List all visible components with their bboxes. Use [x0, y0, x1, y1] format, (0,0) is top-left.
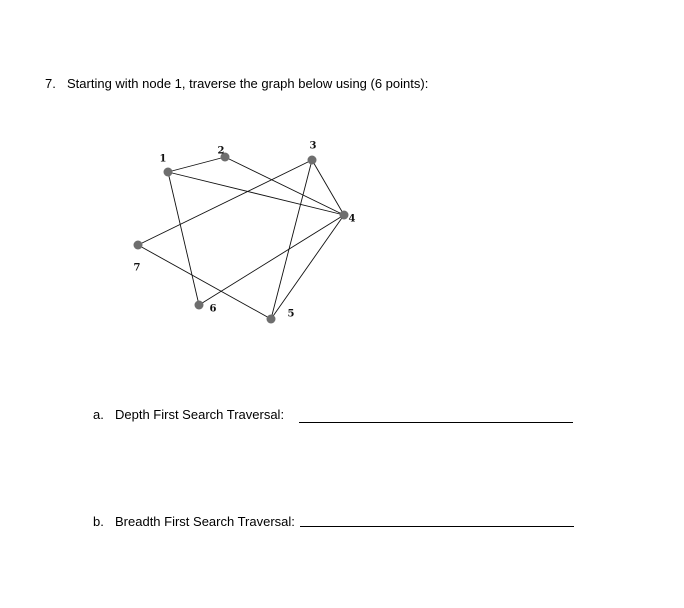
part-a-letter: a.	[93, 407, 104, 422]
edge-2-4	[225, 157, 344, 215]
node-label-6: 6	[209, 303, 217, 315]
node-4	[340, 211, 349, 220]
part-b-label: Breadth First Search Traversal:	[115, 514, 295, 529]
node-1	[164, 168, 173, 177]
node-7	[134, 241, 143, 250]
node-label-7: 7	[133, 262, 141, 274]
edge-3-5	[271, 160, 312, 319]
edge-1-2	[168, 157, 225, 172]
answer-line-a[interactable]	[299, 422, 573, 423]
part-a-label: Depth First Search Traversal:	[115, 407, 285, 422]
node-5	[267, 315, 276, 324]
part-a	[93, 407, 284, 422]
graph-node-labels	[134, 141, 356, 320]
part-b	[93, 514, 295, 529]
node-label-5: 5	[287, 308, 295, 320]
edge-1-4	[168, 172, 344, 215]
edge-1-6	[168, 172, 199, 305]
node-label-2: 2	[217, 145, 225, 157]
node-label-4: 4	[348, 213, 356, 225]
answer-line-b[interactable]	[300, 526, 574, 527]
question-text: Starting with node 1, traverse the graph below using (6 points):	[67, 76, 429, 91]
node-3	[308, 156, 317, 165]
part-b-letter: b.	[93, 514, 104, 529]
node-label-3: 3	[309, 140, 317, 152]
edge-5-7	[138, 245, 271, 319]
graph-nodes	[134, 153, 349, 324]
graph-edges	[138, 157, 344, 319]
question-number: 7.	[45, 76, 56, 91]
edge-4-5	[271, 215, 344, 319]
node-label-1: 1	[159, 153, 167, 165]
node-6	[195, 301, 204, 310]
